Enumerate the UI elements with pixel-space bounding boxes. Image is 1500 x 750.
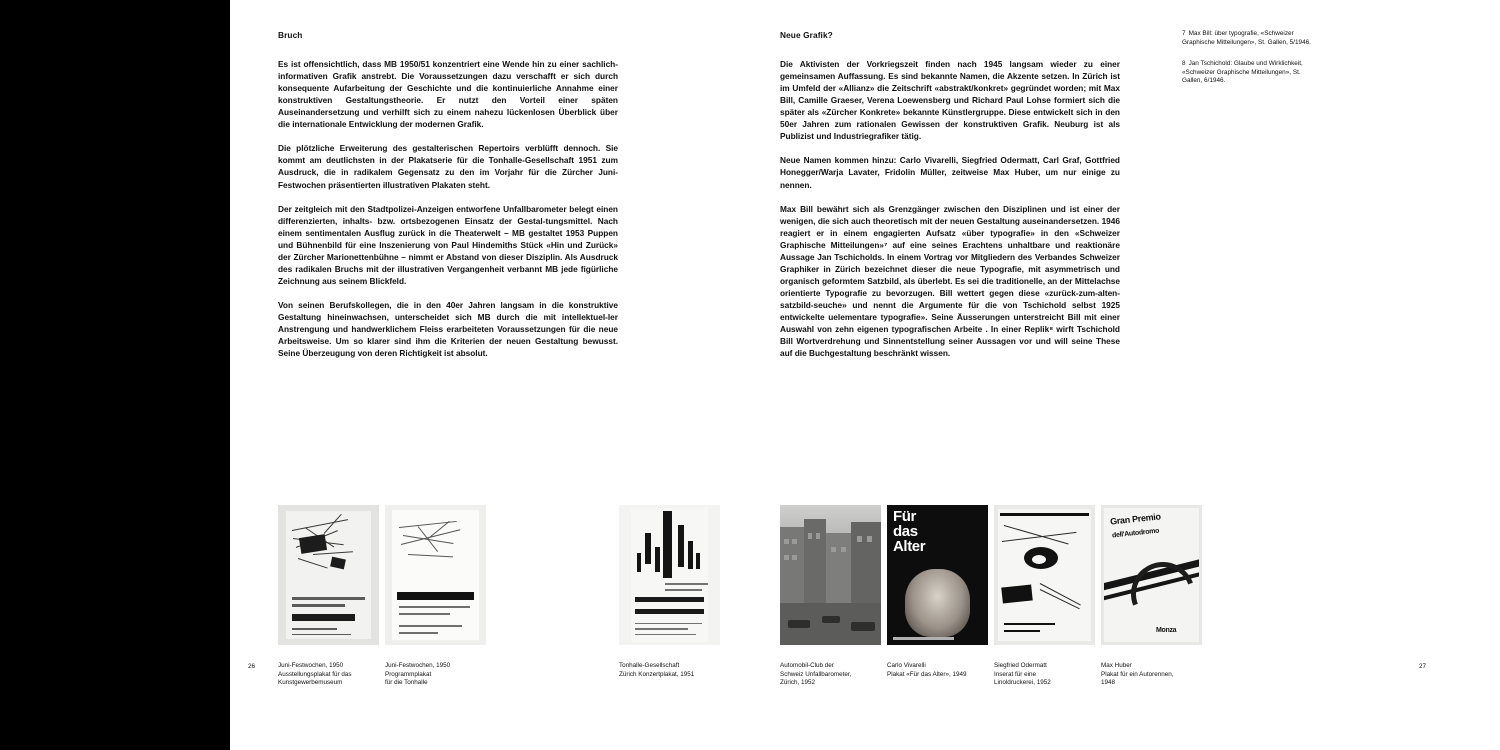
left-column-heading: Bruch: [278, 30, 303, 40]
right-paragraph-1: Die Aktivisten der Vorkriegszeit finden nach 1945 langsam wieder zu einer gemeinsamen Auffassung. Es sind bekannte Namen, die Akzente setzen. In Zürich ist im Umfeld der «Allianz» die Zeitschrift «abstrakt/konkret» gegründet worden; mit Max Bill, Camille Graeser, Verena Loewensberg und Richard Paul Lohse formiert sich die später als «Zürcher Konkrete» bekannte Künstlergruppe. Diese entwickelt sich in den 50er Jahren zum rationalen Gewissen der konstruktiven Grafik. Neuburg ist als Publizist und Industriegrafiker tätig.: [780, 59, 1120, 142]
page-number-left: 26: [248, 663, 256, 670]
plate-image-7: [1101, 505, 1202, 645]
figure-caption-4-line-3: Zürich, 1952: [780, 679, 816, 687]
figure-caption-2-line-3: für die Tonhalle: [385, 679, 428, 687]
figure-caption-6-line-2: Inserat für eine: [994, 670, 1037, 678]
figure-juni-festwochen-ausstellungsplakat: [278, 505, 379, 688]
figure-caption-7-line-2: Plakat für ein Autorennen,: [1101, 670, 1174, 678]
figure-caption-5-line-1: Carlo Vivarelli: [887, 662, 926, 669]
footnote-7-text: Max Bill: über typografie, «Schweizer Graphische Mitteilungen», St. Gallen, 5/1946.: [1182, 30, 1311, 46]
figure-caption-3-line-2: Zürich Konzertplakat, 1951: [619, 670, 695, 678]
figure-caption-2-line-1: Juni-Festwochen, 1950: [385, 662, 451, 669]
right-column-heading: Neue Grafik?: [780, 30, 833, 40]
poster-word-1: Gran Premio: [1109, 511, 1162, 527]
poster-title-line-3: Alter: [893, 538, 926, 555]
page-number-right: 27: [1419, 663, 1427, 670]
book-spread: [230, 0, 1500, 750]
plate-image-2: [385, 505, 486, 645]
figure-caption-6-line-3: Linoldruckerei, 1952: [994, 679, 1051, 687]
footnote-8-number: 8: [1182, 60, 1186, 68]
poster-word-3: Monza: [1156, 627, 1177, 634]
poster-title-fuer-das-alter: [891, 509, 984, 555]
plate-image-1: [278, 505, 379, 645]
figure-unfallbarometer-photo: [780, 505, 881, 688]
right-text-column: [780, 30, 1120, 359]
left-paragraph-3: Der zeitgleich mit den Stadtpolizei-Anzeigen entworfene Unfallbarometer belegt einen differenzierten, inhalts- bzw. ortsbezogenen Einsatz der Gestal-tungsmittel. Nach einem sentimentalen Ausflug zurück in die Theaterwelt – MB gestaltet 1953 Puppen und Bühnenbild für eine Inszenierung von Paul Hindemiths Stück «Hin und Zurück» der Zürcher Marionettenbühne – nimmt er Abstand von dieser Disziplin. Als Ausdruck des radikalen Bruchs mit der illustrativen Vergangenheit verbannt MB jede figürliche Zeichnung aus seinem Blickfeld.: [278, 203, 618, 286]
poster-word-2: dell'Autodromo: [1111, 527, 1160, 540]
figure-caption-1-line-3: Kunstgewerbemuseum: [278, 679, 343, 687]
footnote-8-text: Jan Tschichold: Glaube und Wirklichkeit, «Schweizer Graphische Mitteilungen», St. Gallen, 6/1946.: [1182, 60, 1303, 85]
left-text-column: [278, 30, 618, 359]
poster-title-line-2: das: [893, 523, 918, 540]
figure-odermatt-inserat: [994, 505, 1095, 688]
figure-caption-3-line-1: Tonhalle-Gesellschaft: [619, 662, 680, 669]
figure-caption-6-line-1: Siegfried Odermatt: [994, 662, 1047, 669]
figure-caption-3: [619, 662, 720, 679]
footnote-7: [1182, 30, 1314, 47]
poster-face-photo: [905, 569, 970, 636]
plate-image-5: [887, 505, 988, 645]
figure-max-huber-autorennen: [1101, 505, 1202, 688]
figure-caption-7: [1101, 662, 1202, 688]
figure-caption-4: [780, 662, 881, 688]
left-paragraph-4: Von seinen Berufskollegen, die in den 40er Jahren langsam in die konstruktive Gestaltung hineinwachsen, unterscheidet sich MB durch die mit intellektuel-ler Anstrengung und handwerklichem Fleiss erarbeiteten Voraussetzungen für die neue Arbeitsweise. Um so klarer sind ihm die Kriterien der neuen Gestaltung bewusst. Seine Überzeugung von deren Richtigkeit ist absolut.: [278, 300, 618, 359]
footnote-7-number: 7: [1182, 30, 1186, 37]
figure-caption-4-line-1: Automobil-Club der: [780, 662, 834, 669]
figure-caption-7-line-1: Max Huber: [1101, 662, 1132, 669]
figure-caption-5-line-2: Plakat «Für das Alter», 1949: [887, 670, 967, 678]
plate-image-3: [619, 505, 720, 645]
figure-tonhalle-konzertplakat: [619, 505, 720, 679]
figure-caption-2-line-2: Programmplakat: [385, 670, 432, 678]
figure-juni-festwochen-programmplakat: [385, 505, 486, 688]
figure-caption-6: [994, 662, 1095, 688]
left-paragraph-1: Es ist offensichtlich, dass MB 1950/51 konzentriert eine Wende hin zu einer sachlich-informativen Grafik anstrebt. Die Voraussetzungen dazu verschafft er sich durch konsequente Aufarbeitung der Geschichte und die kontinuierliche Annahme einer konstruktiven Gestaltungstheorie. Er nutzt den Vorteil einer späten Auseinandersetzung und verhilft sich zu einem nahezu lückenlosen Überblick über die internationale Entwicklung der modernen Grafik.: [278, 59, 618, 130]
right-paragraph-3: Max Bill bewährt sich als Grenzgänger zwischen den Disziplinen und ist einer der wenigen, die sich auch theoretisch mit der neuen Gestaltung auseinandersetzen. 1946 reagiert er in einem engagierten Aufsatz «über typografie» in den «Schweizer Graphische Mitteilungen»⁷ auf eine seines Erachtens unhaltbare und reaktionäre Aussage Jan Tschicholds. In einem Vortrag vor Mitgliedern des Verbandes Schweizer Graphiker in Zürich bezeichnet dieser die neue Typografie, mit asymmetrisch und organisch geformtem Satzbild, als überlebt. Es sei die traditionelle, an der Mittelachse orientierte Typografie zu bevorzugen. Bill wettert gegen diese «zurück-zum-alten-satzbild-seuche» und nennt die Argumente für die von Tschichold selbst 1925 entwickelte uelementare typografie». Seine Äusserungen unterstreicht Bill mit einer Auswahl von zehn eigenen typografischen Arbeite . In einer Replik⁸ wirft Tschichold Bill Wortverdrehung und Sinnentstellung seiner Aussagen vor und will seine These auf die Buchgestaltung beschränkt wissen.: [780, 203, 1120, 359]
figure-caption-1-line-2: Ausstellungsplakat für das: [278, 670, 352, 678]
figure-caption-5: [887, 662, 988, 679]
figure-fuer-das-alter-plakat: [887, 505, 988, 679]
left-paragraph-2: Die plötzliche Erweiterung des gestalterischen Repertoirs verblüfft dennoch. Sie kommt am deutlichsten in der Plakatserie für die Tonhalle-Gesellschaft 1951 zum Ausdruck, die in radikalem Gegensatz zu den im Vorjahr für die Zürcher Juni-Festwochen präsentierten illustrativen Plakaten steht.: [278, 143, 618, 190]
figure-caption-1-line-1: Juni-Festwochen, 1950: [278, 662, 344, 669]
figure-caption-7-line-3: 1948: [1101, 679, 1116, 687]
figure-caption-4-line-2: Schweiz Unfallbarometer,: [780, 670, 852, 678]
figure-band: [230, 505, 1500, 705]
figure-caption-2: [385, 662, 486, 688]
figure-caption-1: [278, 662, 379, 688]
plate-image-6: [994, 505, 1095, 645]
plate-image-4: [780, 505, 881, 645]
right-paragraph-2: Neue Namen kommen hinzu: Carlo Vivarelli, Siegfried Odermatt, Carl Graf, Gottfried Honegger/Warja Lavater, Fridolin Müller, zeitweise Max Huber, um nur einige zu nennen.: [780, 155, 1120, 190]
margin-notes-column: [1182, 30, 1314, 99]
poster-title-line-1: Für: [893, 508, 916, 525]
footnote-8: [1182, 60, 1314, 86]
